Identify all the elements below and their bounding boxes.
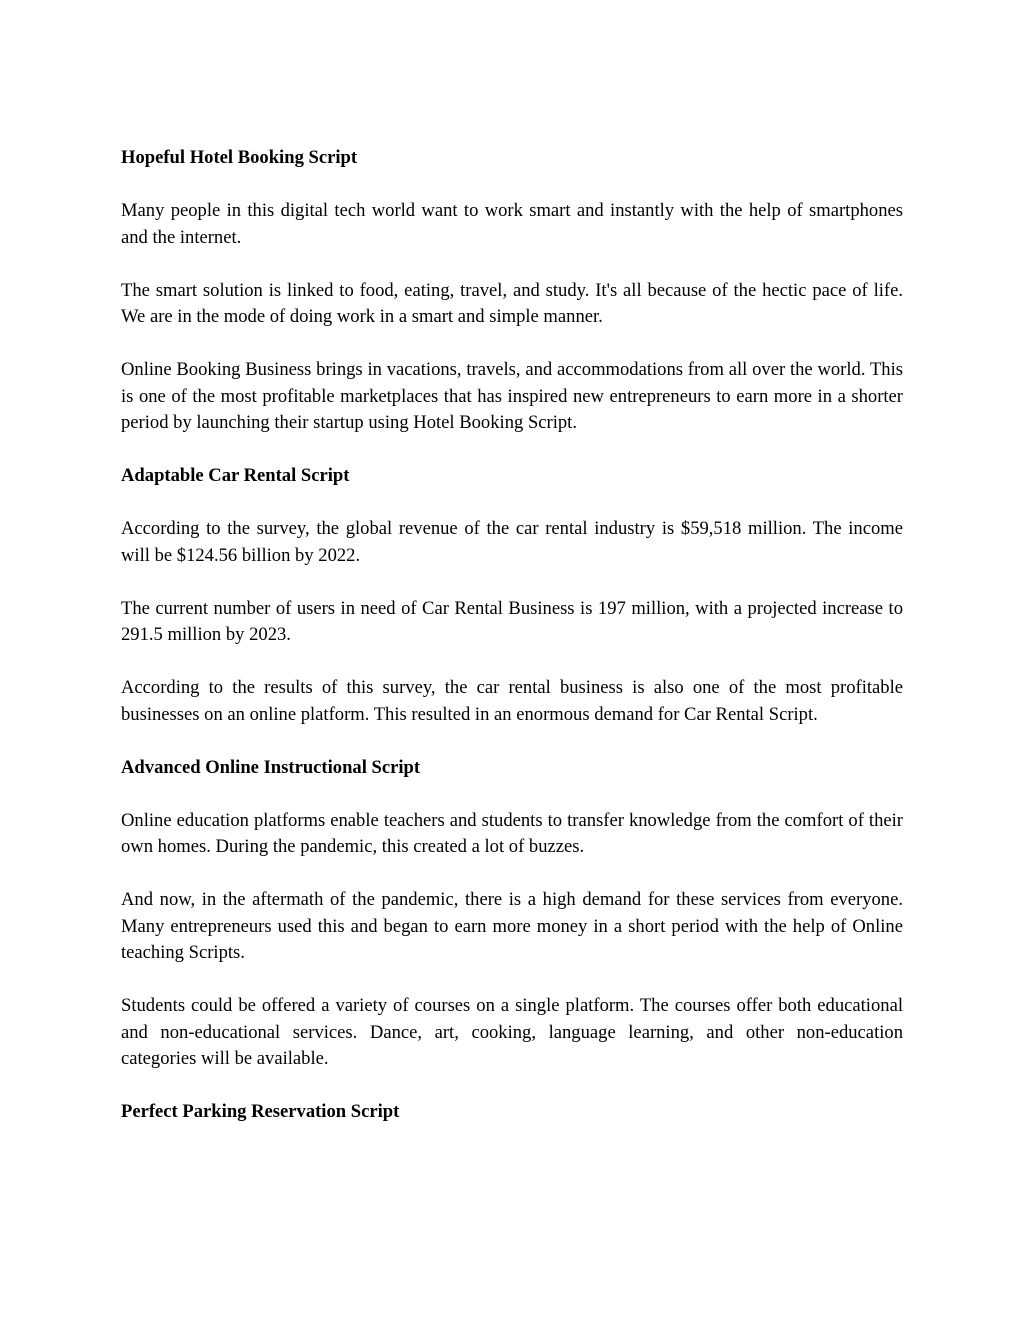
paragraph: According to the results of this survey, the car rental business is also one of the most profitable businesses on an online platform. This resulted in an enormous demand for Car Rental Script. [121,677,903,725]
paragraph: According to the survey, the global revenue of the car rental industry is $59,518 million. The income will be $124.56 billion by 2022. [121,518,903,566]
section-heading: Hopeful Hotel Booking Script [121,147,358,168]
section-car-rental [121,463,903,728]
section-heading: Perfect Parking Reservation Script [121,1101,400,1122]
document-page [121,145,903,1152]
paragraph: The smart solution is linked to food, eating, travel, and study. It's all because of the hectic pace of life. We are in the mode of doing work in a smart and simple manner. [121,279,903,327]
paragraph: And now, in the aftermath of the pandemic, there is a high demand for these services from everyone. Many entrepreneurs used this and began to earn more money in a short period with the help of Online teaching Scripts. [121,889,903,963]
paragraph: Students could be offered a variety of courses on a single platform. The courses offer both educational and non-educational services. Dance, art, cooking, language learning, and other non-education categories will be available. [121,995,903,1069]
paragraph: The current number of users in need of Car Rental Business is 197 million, with a projected increase to 291.5 million by 2023. [121,597,903,645]
section-hotel-booking [121,145,903,437]
paragraph: Online education platforms enable teachers and students to transfer knowledge from the comfort of their own homes. During the pandemic, this created a lot of buzzes. [121,809,903,857]
section-parking-reservation [121,1099,903,1126]
paragraph: Online Booking Business brings in vacations, travels, and accommodations from all over the world. This is one of the most profitable marketplaces that has inspired new entrepreneurs to earn more in a shorter period by launching their startup using Hotel Booking Script. [121,359,903,433]
paragraph: Many people in this digital tech world want to work smart and instantly with the help of smartphones and the internet. [121,200,903,248]
section-heading: Advanced Online Instructional Script [121,756,421,778]
section-online-instructional [121,755,903,1073]
section-heading: Adaptable Car Rental Script [121,465,350,486]
